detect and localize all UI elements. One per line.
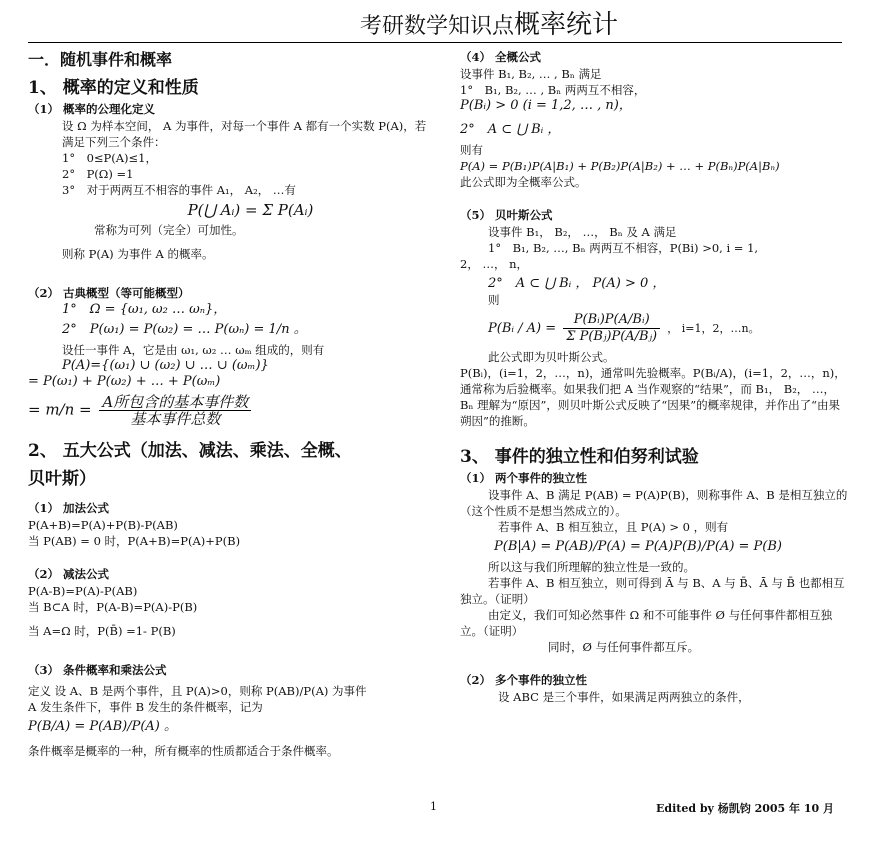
footer-credit: Edited by 杨凯钧 2005 年 10 月 [656, 802, 835, 815]
paragraph: 常称为可列（完全）可加性。 [94, 223, 244, 237]
header-rule [28, 42, 842, 43]
subsubsection-heading: （2） 多个事件的独立性 [460, 673, 588, 687]
subsubsection-heading: （5） 贝叶斯公式 [460, 208, 553, 222]
paragraph: 若事件 A、B 相互独立，且 P(A) > 0 ，则有 [498, 520, 729, 534]
formula-total-prob: P(A) = P(B₁)P(A|B₁) + P(B₂)P(A|B₂) + … + P(Bₙ)P(A|Bₙ) [460, 159, 780, 173]
formula-addition: P(A+B)=P(A)+P(B)-P(AB) [28, 518, 178, 532]
formula-right: ， i=1，2，…n。 [667, 322, 760, 335]
paragraph: 当 A=Ω 时，P(B̄) =1- P(B) [28, 624, 176, 638]
formula-classic-ratio [28, 394, 433, 427]
subsubsection-heading: （2） 减法公式 [28, 567, 110, 581]
formula-additivity: P(⋃ Aᵢ) = Σ P(Aᵢ) [187, 201, 314, 219]
paragraph: 此公式即为全概率公式。 [460, 175, 587, 189]
subsection-heading: 2、 五大公式（加法、减法、乘法、全概、 [28, 441, 352, 461]
formula-conditional: P(B/A) = P(AB)/P(A) 。 [28, 719, 177, 734]
formula-union: P(A)={(ω₁) ∪ (ω₂) ∪ … ∪ (ωₘ)} [62, 358, 269, 373]
formula-positive: P(Bᵢ) > 0 (i = 1,2, … , n)， [460, 98, 632, 113]
paragraph: P(Bᵢ)，(i=1，2，…，n)，通常叫先验概率。P(Bᵢ/A)，(i=1，2，…，n)，通常称为后验概率。如果我们把 A 当作观察的“结果”，而 B₁， B₂， …， Bₙ 理解为“原因”，则贝叶斯公式反映了“因果”的概率规律，并作出了“由果朔因”的推断。 [460, 366, 846, 428]
formula-sum: = P(ω₁) + P(ω₂) + … + P(ωₘ) [28, 374, 221, 389]
paragraph: 则有 [460, 143, 483, 157]
subsubsection-heading: （3） 条件概率和乘法公式 [28, 663, 167, 677]
subsection-heading: 1、 概率的定义和性质 [28, 78, 199, 98]
subsubsection-heading: （4） 全概公式 [460, 50, 542, 64]
paragraph: 设事件 B₁， B₂， …， Bₙ 及 A 满足 [488, 225, 677, 239]
condition-2: 2° P(Ω) =1 [62, 167, 134, 181]
right-column [460, 48, 850, 705]
fraction-denominator: Σ P(Bⱼ)P(A/Bⱼ) [566, 329, 658, 344]
fraction-denominator: 基本事件总数 [130, 410, 221, 428]
left-column [28, 48, 433, 759]
subsubsection-heading: （1） 概率的公理化定义 [28, 102, 156, 116]
paragraph: 设事件 B₁, B₂, … , Bₙ 满足 [460, 67, 602, 81]
paragraph: 当 P(AB) = 0 时，P(A+B)=P(A)+P(B) [28, 534, 241, 548]
fraction-numerator: P(Bᵢ)P(A/Bᵢ) [563, 312, 660, 329]
paragraph: 设 ABC 是三个事件，如果满足两两独立的条件， [498, 690, 750, 704]
formula-independence: P(B|A) = P(AB)/P(A) = P(A)P(B)/P(A) = P(B) [494, 539, 782, 554]
page-header [360, 8, 860, 42]
subsection-heading: 3、 事件的独立性和伯努利试验 [460, 447, 699, 467]
paragraph: 设事件 A、B 满足 P(AB) = P(A)P(B)，则称事件 A、B 是相互独立的（这个性质不是想当然成立的）。 [460, 488, 848, 518]
header-title-small: 考研数学知识点 [360, 14, 515, 39]
paragraph: 定义 设 A、B 是两个事件，且 P(A)>0，则称 P(AB)/P(A) 为事件 [28, 684, 367, 698]
paragraph: 此公式即为贝叶斯公式。 [488, 350, 615, 364]
formula-subtraction: P(A-B)=P(A)-P(AB) [28, 584, 138, 598]
page-number: 1 [430, 800, 437, 813]
subsubsection-heading: （2） 古典概型（等可能概型） [28, 286, 190, 300]
fraction-numerator: A所包含的基本事件数 [99, 394, 251, 411]
paragraph: A 发生条件下，事件 B 发生的条件概率，记为 [28, 700, 263, 714]
condition-1: 1° 0≤P(A)≤1， [62, 151, 157, 165]
paragraph: 设 Ω 为样本空间， A 为事件，对每一个事件 A 都有一个实数 P(A)，若满足下列三个条件： [62, 119, 427, 149]
formula-subset: 2° A ⊂ ⋃ Bᵢ ， [460, 122, 561, 137]
formula-equal-prob: 2° P(ω₁) = P(ω₂) = … P(ωₙ) = 1/n 。 [62, 322, 307, 337]
formula-left: = m/n = [28, 400, 92, 419]
paragraph: 1° B₁, B₂, … , Bₙ 两两互不相容， [460, 83, 646, 97]
paragraph: 1° B₁, B₂, …, Bₙ 两两互不相容，P(Bi) >0, i = 1, [488, 241, 759, 255]
formula-subset: 2° A ⊂ ⋃ Bᵢ ， P(A) > 0 ， [488, 276, 666, 291]
paragraph: 2， …， n， [460, 257, 529, 271]
subsection-heading-cont: 贝叶斯） [28, 469, 96, 489]
formula-sample-space: 1° Ω = {ω₁, ω₂ … ωₙ}， [62, 302, 227, 317]
header-title-large: 概率统计 [514, 10, 619, 40]
fraction [563, 312, 660, 345]
subsubsection-heading: （1） 两个事件的独立性 [460, 471, 588, 485]
paragraph: 当 B⊂A 时，P(A-B)=P(A)-P(B) [28, 600, 198, 614]
paragraph: 则称 P(A) 为事件 A 的概率。 [62, 247, 214, 261]
paragraph: 条件概率是概率的一种，所有概率的性质都适合于条件概率。 [28, 744, 339, 758]
formula-bayes [460, 312, 850, 345]
condition-3: 3° 对于两两互不相容的事件 A₁， A₂， …有 [62, 183, 296, 197]
section-heading: 一．随机事件和概率 [28, 50, 173, 69]
paragraph: 由定义，我们可知必然事件 Ω 和不可能事件 Ø 与任何事件都相互独立。（证明） [460, 608, 833, 638]
subsubsection-heading: （1） 加法公式 [28, 501, 110, 515]
paragraph: 若事件 A、B 相互独立，则可得到 Ā 与 B、A 与 B̄、Ā 与 B̄ 也都相互独立。（证明） [460, 576, 845, 606]
paragraph: 则 [488, 293, 500, 307]
paragraph: 所以这与我们所理解的独立性是一致的。 [488, 560, 695, 574]
fraction [99, 394, 251, 427]
paragraph: 设任一事件 A，它是由 ω₁, ω₂ … ωₘ 组成的，则有 [62, 343, 325, 357]
formula-left: P(Bᵢ / A) = [488, 321, 557, 336]
paragraph: 同时，Ø 与任何事件都互斥。 [548, 640, 700, 654]
